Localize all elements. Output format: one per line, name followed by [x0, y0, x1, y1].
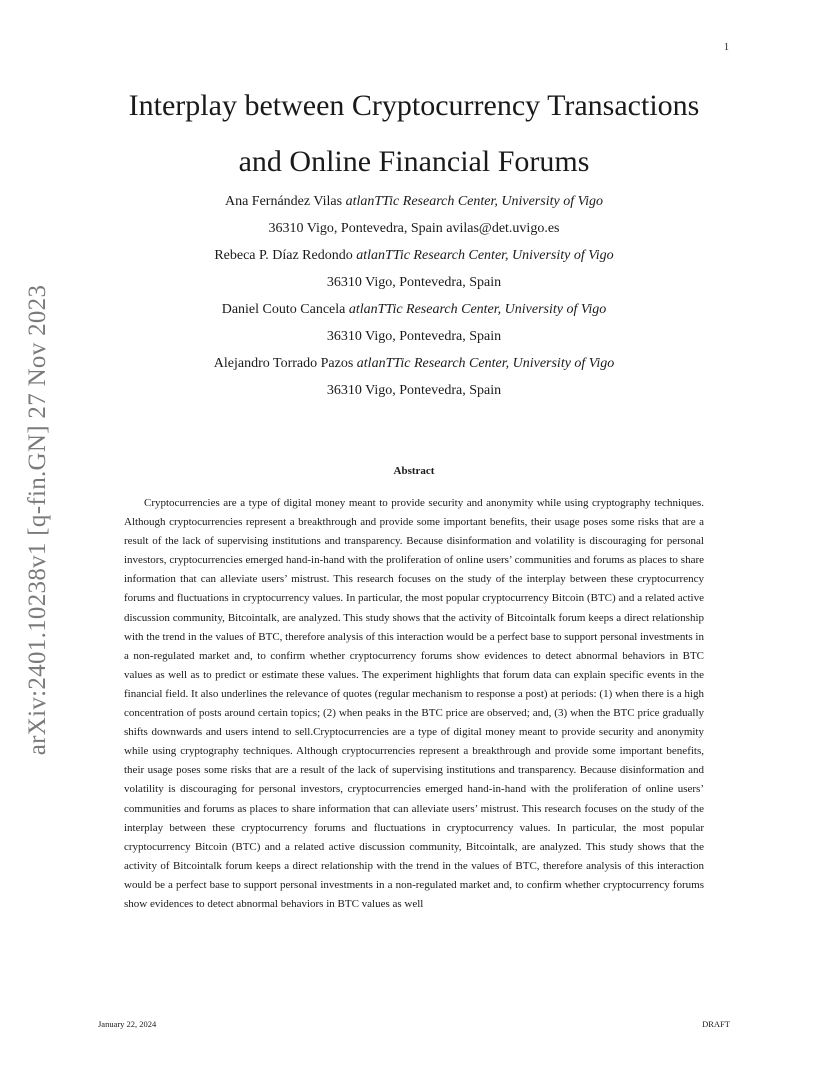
footer-draft-label: DRAFT	[702, 1019, 730, 1029]
arxiv-identifier-stamp: arXiv:2401.10238v1 [q-fin.GN] 27 Nov 2023	[24, 284, 51, 756]
author-affiliation: atlanTTic Research Center, University of Vigo	[356, 356, 615, 371]
footer-date: January 22, 2024	[98, 1019, 157, 1029]
author-block	[60, 188, 768, 404]
author-name: Daniel Couto Cancela	[221, 302, 346, 317]
author-name: Alejandro Torrado Pazos	[213, 356, 354, 371]
author-entry	[60, 242, 768, 296]
author-address: 36310 Vigo, Pontevedra, Spain	[326, 329, 502, 344]
author-address: 36310 Vigo, Pontevedra, Spain avilas@det.uvigo.es	[268, 221, 560, 236]
title-line-1: Interplay between Cryptocurrency Transactions	[128, 89, 700, 122]
author-entry	[60, 188, 768, 242]
title-line-2: and Online Financial Forums	[238, 145, 590, 178]
author-affiliation: atlanTTic Research Center, University of Vigo	[345, 194, 603, 209]
abstract-body: Cryptocurrencies are a type of digital money meant to provide security and anonymity while using cryptography techniques. Although cryptocurrencies represent a breakthrough and provide some important benefits, their usage poses some risks that are a result of the lack of supervising institutions and transparency. Because disinformation and volatility is discouraging for personal investors, cryptocurrencies emerged hand-in-hand with the proliferation of online users’ communities and forums as places to share information that can alleviate users’ mistrust. This research focuses on the study of the interplay between these cryptocurrency forums and fluctuations in cryptocurrency values. In particular, the most popular cryptocurrency Bitcoin (BTC) and a related active discussion community, Bitcointalk, are analyzed. This study shows that the activity of Bitcointalk forum keeps a direct relationship with the trend in the values of BTC, therefore analysis of this interaction would be a perfect base to support personal investments in a non-regulated market and, to confirm whether cryptocurrency forums show evidences to detect abnormal behaviors in BTC values as well as to predict or estimate these values. The experiment highlights that forum data can explain specific events in the financial field. It also underlines the relevance of quotes (regular mechanism to response a post) at periods: (1) when there is a high concentration of posts around certain topics; (2) when peaks in the BTC price are observed; and, (3) when the BTC price gradually shifts downwards and users intend to sell.Cryptocurrencies are a type of digital money meant to provide security and anonymity while using cryptography techniques. Although cryptocurrencies represent a breakthrough and provide some important benefits, their usage poses some risks that are a result of the lack of supervising institutions and transparency. Because disinformation and volatility is discouraging for personal investors, cryptocurrencies emerged hand-in-hand with the proliferation of online users’ communities and forums as places to share information that can alleviate users’ mistrust. This research focuses on the study of the interplay between these cryptocurrency forums and fluctuations in cryptocurrency values. In particular, the most popular cryptocurrency Bitcoin (BTC) and a related active discussion community, Bitcointalk, are analyzed. This study shows that the activity of Bitcointalk forum keeps a direct relationship with the trend in the values of BTC, therefore analysis of this interaction would be a perfect base to support personal investments in a non-regulated market and, to confirm whether cryptocurrency forums show evidences to detect abnormal behaviors in BTC values as well	[124, 497, 704, 910]
author-address: 36310 Vigo, Pontevedra, Spain	[326, 383, 502, 398]
author-entry	[60, 350, 768, 404]
author-entry	[60, 296, 768, 350]
author-affiliation: atlanTTic Research Center, University of Vigo	[348, 302, 607, 317]
author-address: 36310 Vigo, Pontevedra, Spain	[326, 275, 502, 290]
paper-title	[60, 78, 768, 190]
author-affiliation: atlanTTic Research Center, University of Vigo	[356, 248, 614, 263]
page-number: 1	[724, 42, 729, 53]
author-name: Rebeca P. Díaz Redondo	[214, 248, 353, 263]
author-name: Ana Fernández Vilas	[224, 194, 343, 209]
abstract-heading: Abstract	[393, 465, 435, 477]
